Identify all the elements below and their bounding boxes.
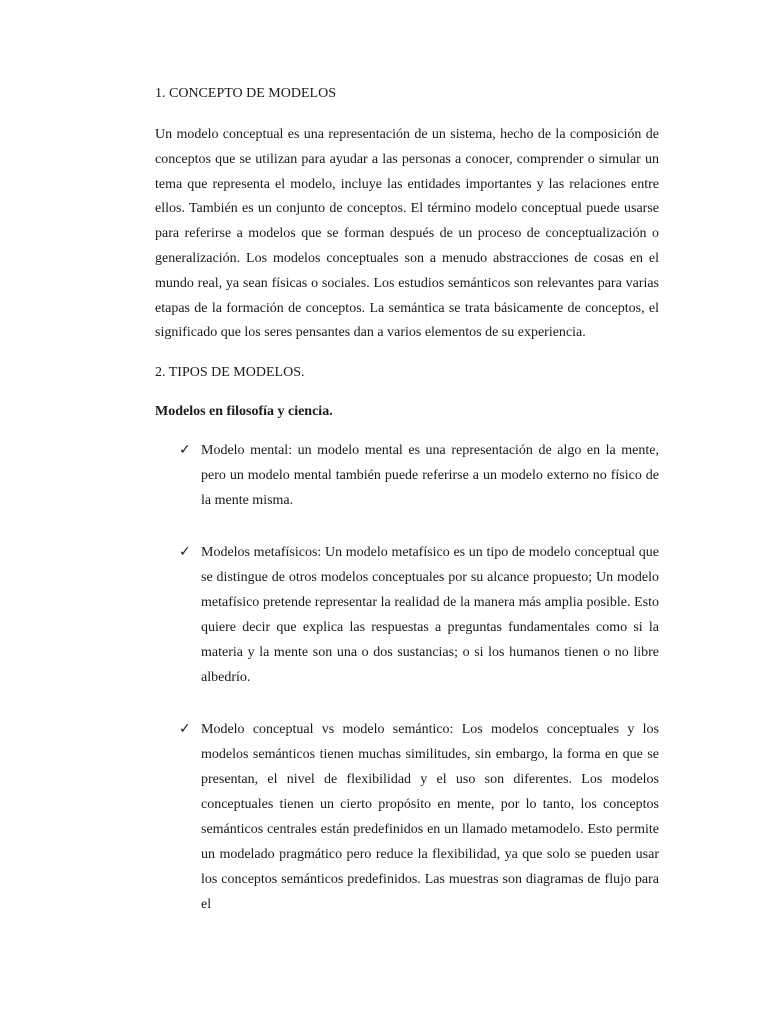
document-page: [155, 84, 659, 944]
list-item-modelo-mental: [155, 438, 659, 513]
checkmark-icon: ✓: [179, 721, 191, 738]
list-item-text: Modelo conceptual vs modelo semántico: Los modelos conceptuales y los modelos semánticos tienen muchas similitudes, sin embargo, la forma en que se presentan, el nivel de flexibilidad y el uso son diferentes. Los modelos conceptuales tienen un cierto propósito en mente, por lo tanto, los conceptos semánticos centrales están predefinidos en un llamado metamodelo. Esto permite un modelado pragmático pero reduce la flexibilidad, ya que solo se pueden usar los conceptos semánticos predefinidos. Las muestras son diagramas de flujo para el: [201, 722, 659, 913]
list-item-modelos-metafisicos: [155, 540, 659, 690]
checkmark-icon: ✓: [179, 544, 191, 561]
models-list: [155, 438, 659, 917]
section-2-subheading: Modelos en filosofía y ciencia.: [155, 404, 333, 420]
list-item-text: Modelo mental: un modelo mental es una representación de algo en la mente, pero un modelo mental también puede referirse a un modelo externo no físico de la mente misma.: [201, 443, 659, 509]
section-1-heading: 1. CONCEPTO DE MODELOS: [155, 86, 336, 101]
section-2-heading: 2. TIPOS DE MODELOS.: [155, 365, 305, 381]
list-item-text: Modelos metafísicos: Un modelo metafísico es un tipo de modelo conceptual que se distingue de otros modelos conceptuales por su alcance propuesto; Un modelo metafísico pretende representar la realidad de la manera más amplia posible. Esto quiere decir que explica las respuestas a preguntas fundamentales como si la materia y la mente son una o dos sustancias; o si los humanos tienen o no libre albedrío.: [201, 545, 659, 686]
section-1-paragraph: Un modelo conceptual es una representación de un sistema, hecho de la composición de conceptos que se utilizan para ayudar a las personas a conocer, comprender o simular un tema que representa el modelo, incluye las entidades importantes y las relaciones entre ellos. También es un conjunto de conceptos. El término modelo conceptual puede usarse para referirse a modelos que se forman después de un proceso de conceptualización o generalización. Los modelos conceptuales son a menudo abstracciones de cosas en el mundo real, ya sean físicas o sociales. Los estudios semánticos son relevantes para varias etapas de la formación de conceptos. La semántica se trata básicamente de conceptos, el significado que los seres pensantes dan a varios elementos de su experiencia.: [155, 127, 659, 341]
checkmark-icon: ✓: [179, 442, 191, 459]
list-item-modelo-conceptual-vs-semantico: [155, 717, 659, 917]
